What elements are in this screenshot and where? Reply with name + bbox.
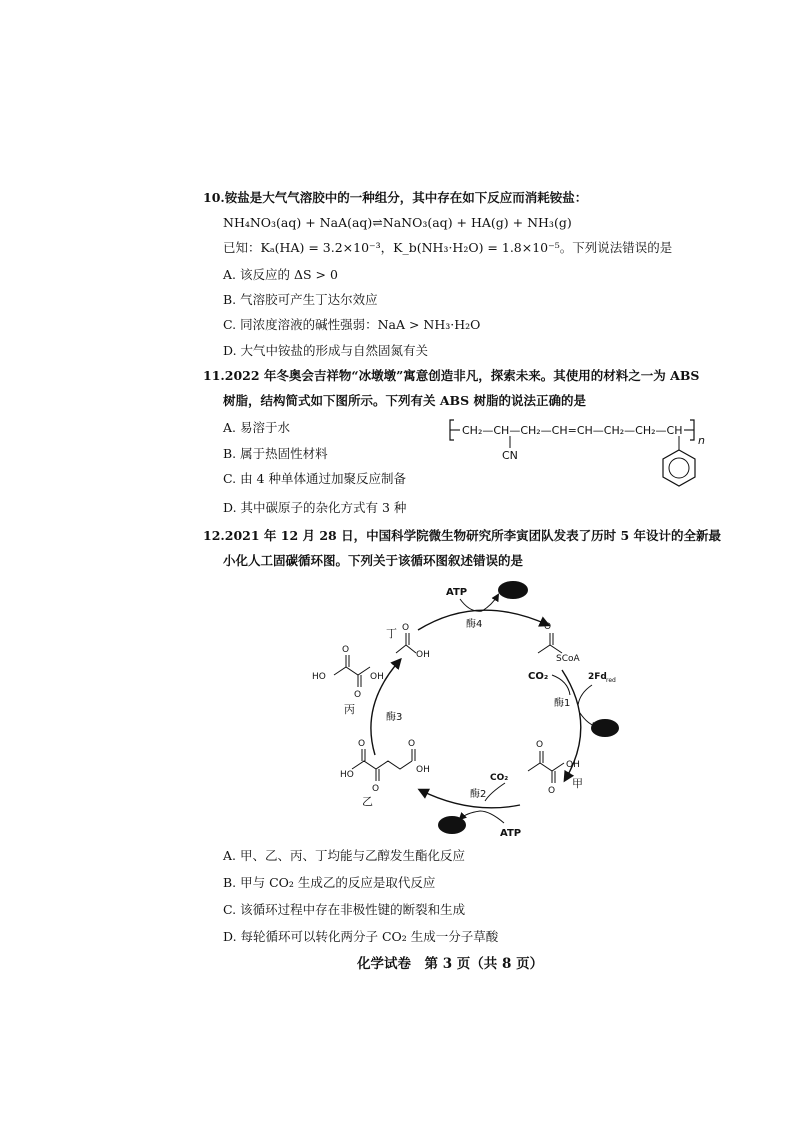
q11-option-b: B. 属于热固性材料 xyxy=(223,446,328,461)
atp-top-arrow xyxy=(460,599,482,611)
label-ding: 丁 xyxy=(386,627,397,640)
abs-chain: CH₂—CH—CH₂—CH=CH—CH₂—CH₂—CH xyxy=(462,424,683,437)
q11-stem-line2: 树脂，结构简式如下图所示。下列有关 ABS 树脂的说法正确的是 xyxy=(223,393,586,408)
page-footer: 化学试卷 第 3 页（共 8 页） xyxy=(357,956,544,972)
enzyme4-label: 酶4 xyxy=(466,619,483,630)
svg-text:O: O xyxy=(544,622,552,632)
q12-option-c: C. 该循环过程中存在非极性键的断裂和生成 xyxy=(223,902,466,917)
svg-text:O: O xyxy=(408,739,416,749)
svg-text:O: O xyxy=(354,690,362,700)
bing-ho-label: HO xyxy=(312,672,326,682)
yi-ho-left: HO xyxy=(340,770,354,780)
label-yi: 乙 xyxy=(362,795,373,808)
ding-oh-label: OH xyxy=(416,650,430,660)
yi-oh-right: OH xyxy=(416,765,430,775)
q11-option-c: C. 由 4 种单体通过加聚反应制备 xyxy=(223,471,406,486)
benzene-aromatic-circle xyxy=(669,458,689,478)
fd-sub: red xyxy=(606,677,616,684)
svg-text:O: O xyxy=(536,740,544,750)
q10-known: 已知：Kₐ(HA) = 3.2×10⁻³，K_b(NH₃·H₂O) = 1.8×10⁻⁵。下列说法错误的是 xyxy=(223,240,673,255)
co2-right-label: CO₂ xyxy=(528,671,549,682)
q12-option-d: D. 每轮循环可以转化两分子 CO₂ 生成一分子草酸 xyxy=(223,929,499,944)
q11-option-a: A. 易溶于水 xyxy=(223,420,290,435)
bing-oh-label: OH xyxy=(370,672,384,682)
fd-label: 2Fd xyxy=(588,672,607,682)
abs-structure xyxy=(448,414,718,504)
abs-subscript-n: n xyxy=(698,434,705,447)
q12-option-b: B. 甲与 CO₂ 生成乙的反应是取代反应 xyxy=(223,875,436,890)
atp-bottom-label: ATP xyxy=(500,828,522,839)
atp-top-label: ATP xyxy=(446,587,468,598)
q12-option-a: A. 甲、乙、丙、丁均能与乙醇发生酯化反应 xyxy=(223,848,465,863)
benzene-ring xyxy=(663,450,695,486)
jia-oh-label: OH xyxy=(566,760,580,770)
svg-text:O: O xyxy=(402,623,410,633)
svg-text:O: O xyxy=(372,784,380,794)
co2-bottom-label: CO₂ xyxy=(490,773,509,783)
q10-equation: NH₄NO₃(aq) + NaA(aq)⇌NaNO₃(aq) + HA(g) + NH₃(g) xyxy=(223,215,572,230)
q11-stem-line1: 11.2022 年冬奥会吉祥物“冰墩墩”寓意创造非凡，探索未来。其使用的材料之一为 ABS xyxy=(203,368,700,383)
enzyme2-label: 酶2 xyxy=(470,789,487,800)
carbon-fixation-cycle xyxy=(300,575,620,840)
enzyme1-label: 酶1 xyxy=(554,698,571,709)
q10-option-d: D. 大气中铵盐的形成与自然固氮有关 xyxy=(223,343,429,358)
svg-text:O: O xyxy=(342,645,350,655)
q12-stem-line2: 小化人工固碳循环图。下列关于该循环图叙述错误的是 xyxy=(223,553,524,568)
label-bing: 丙 xyxy=(344,703,355,716)
enzyme3-label: 酶3 xyxy=(386,712,403,723)
scoa-label: SCoA xyxy=(556,654,580,664)
q12-stem-line1: 12.2021 年 12 月 28 日，中国科学院微生物研究所李寅团队发表了历时 5 年设计的全新最 xyxy=(203,528,721,543)
adp-bottom-oval xyxy=(438,816,466,834)
q10-option-a: A. 该反应的 ΔS > 0 xyxy=(223,267,338,282)
arc-enzyme4 xyxy=(418,610,548,630)
q10-option-b: B. 气溶胶可产生丁达尔效应 xyxy=(223,292,378,307)
co2-bottom-arrow xyxy=(485,783,505,801)
svg-text:O: O xyxy=(548,786,556,796)
q10-stem: 10.铵盐是大气气溶胶中的一种组分，其中存在如下反应而消耗铵盐： xyxy=(203,190,588,205)
fd-oxidized-oval xyxy=(591,719,619,737)
label-jia: 甲 xyxy=(572,777,583,790)
adp-top-oval xyxy=(498,581,528,599)
svg-text:O: O xyxy=(358,739,366,749)
q11-option-d: D. 其中碳原子的杂化方式有 3 种 xyxy=(223,500,407,515)
q10-option-c: C. 同浓度溶液的碱性强弱：NaA > NH₃·H₂O xyxy=(223,317,481,332)
abs-cn-group: CN xyxy=(502,449,518,462)
